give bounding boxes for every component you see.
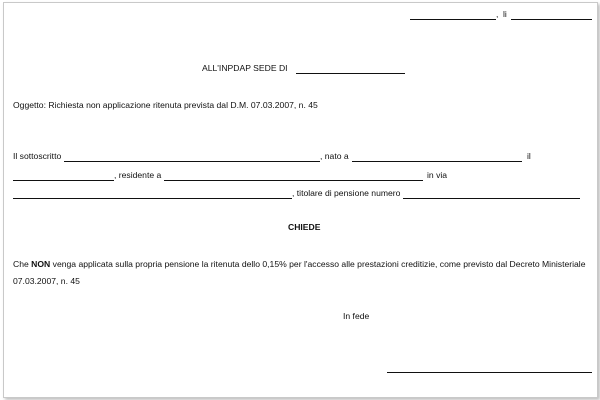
residence-blank-line[interactable] [164, 180, 423, 181]
document-page [3, 2, 598, 398]
request-line-2: 07.03.2007, n. 45 [13, 276, 80, 286]
date-blank-line[interactable] [511, 19, 592, 20]
place-blank-line[interactable] [410, 19, 496, 20]
sottoscritto-label: Il sottoscritto [13, 151, 62, 161]
titolare-label: , titolare di pensione numero [292, 188, 401, 198]
request-line-1 [13, 259, 585, 270]
request-heading: CHIEDE [288, 222, 321, 232]
il-label: il [527, 151, 531, 161]
request-line1-rest: venga applicata sulla propria pensione la ritenuta dello 0,15% per l'accesso alle prestazioni creditizie, come previsto dal Decreto Ministeriale [50, 259, 586, 269]
pension-number-blank-line[interactable] [403, 198, 580, 199]
via-label: in via [427, 170, 448, 180]
recipient-label: ALL'INPDAP SEDE DI [202, 63, 288, 73]
signature-line[interactable] [387, 372, 592, 373]
request-prefix: Che [13, 259, 32, 269]
office-blank-line[interactable] [296, 73, 405, 74]
street-blank-line[interactable] [13, 198, 292, 199]
header-comma: , [496, 9, 499, 19]
in-fede-label: In fede [343, 311, 370, 321]
li-label: li [503, 9, 507, 19]
name-blank-line[interactable] [64, 161, 320, 162]
nato-label: , nato a [320, 151, 349, 161]
residente-label: , residente a [114, 170, 162, 180]
birthdate-blank-line[interactable] [13, 180, 114, 181]
request-emphasis: NON [31, 259, 51, 269]
subject-text: Oggetto: Richiesta non applicazione ritenuta prevista dal D.M. 07.03.2007, n. 45 [13, 100, 318, 110]
birthplace-blank-line[interactable] [352, 161, 522, 162]
